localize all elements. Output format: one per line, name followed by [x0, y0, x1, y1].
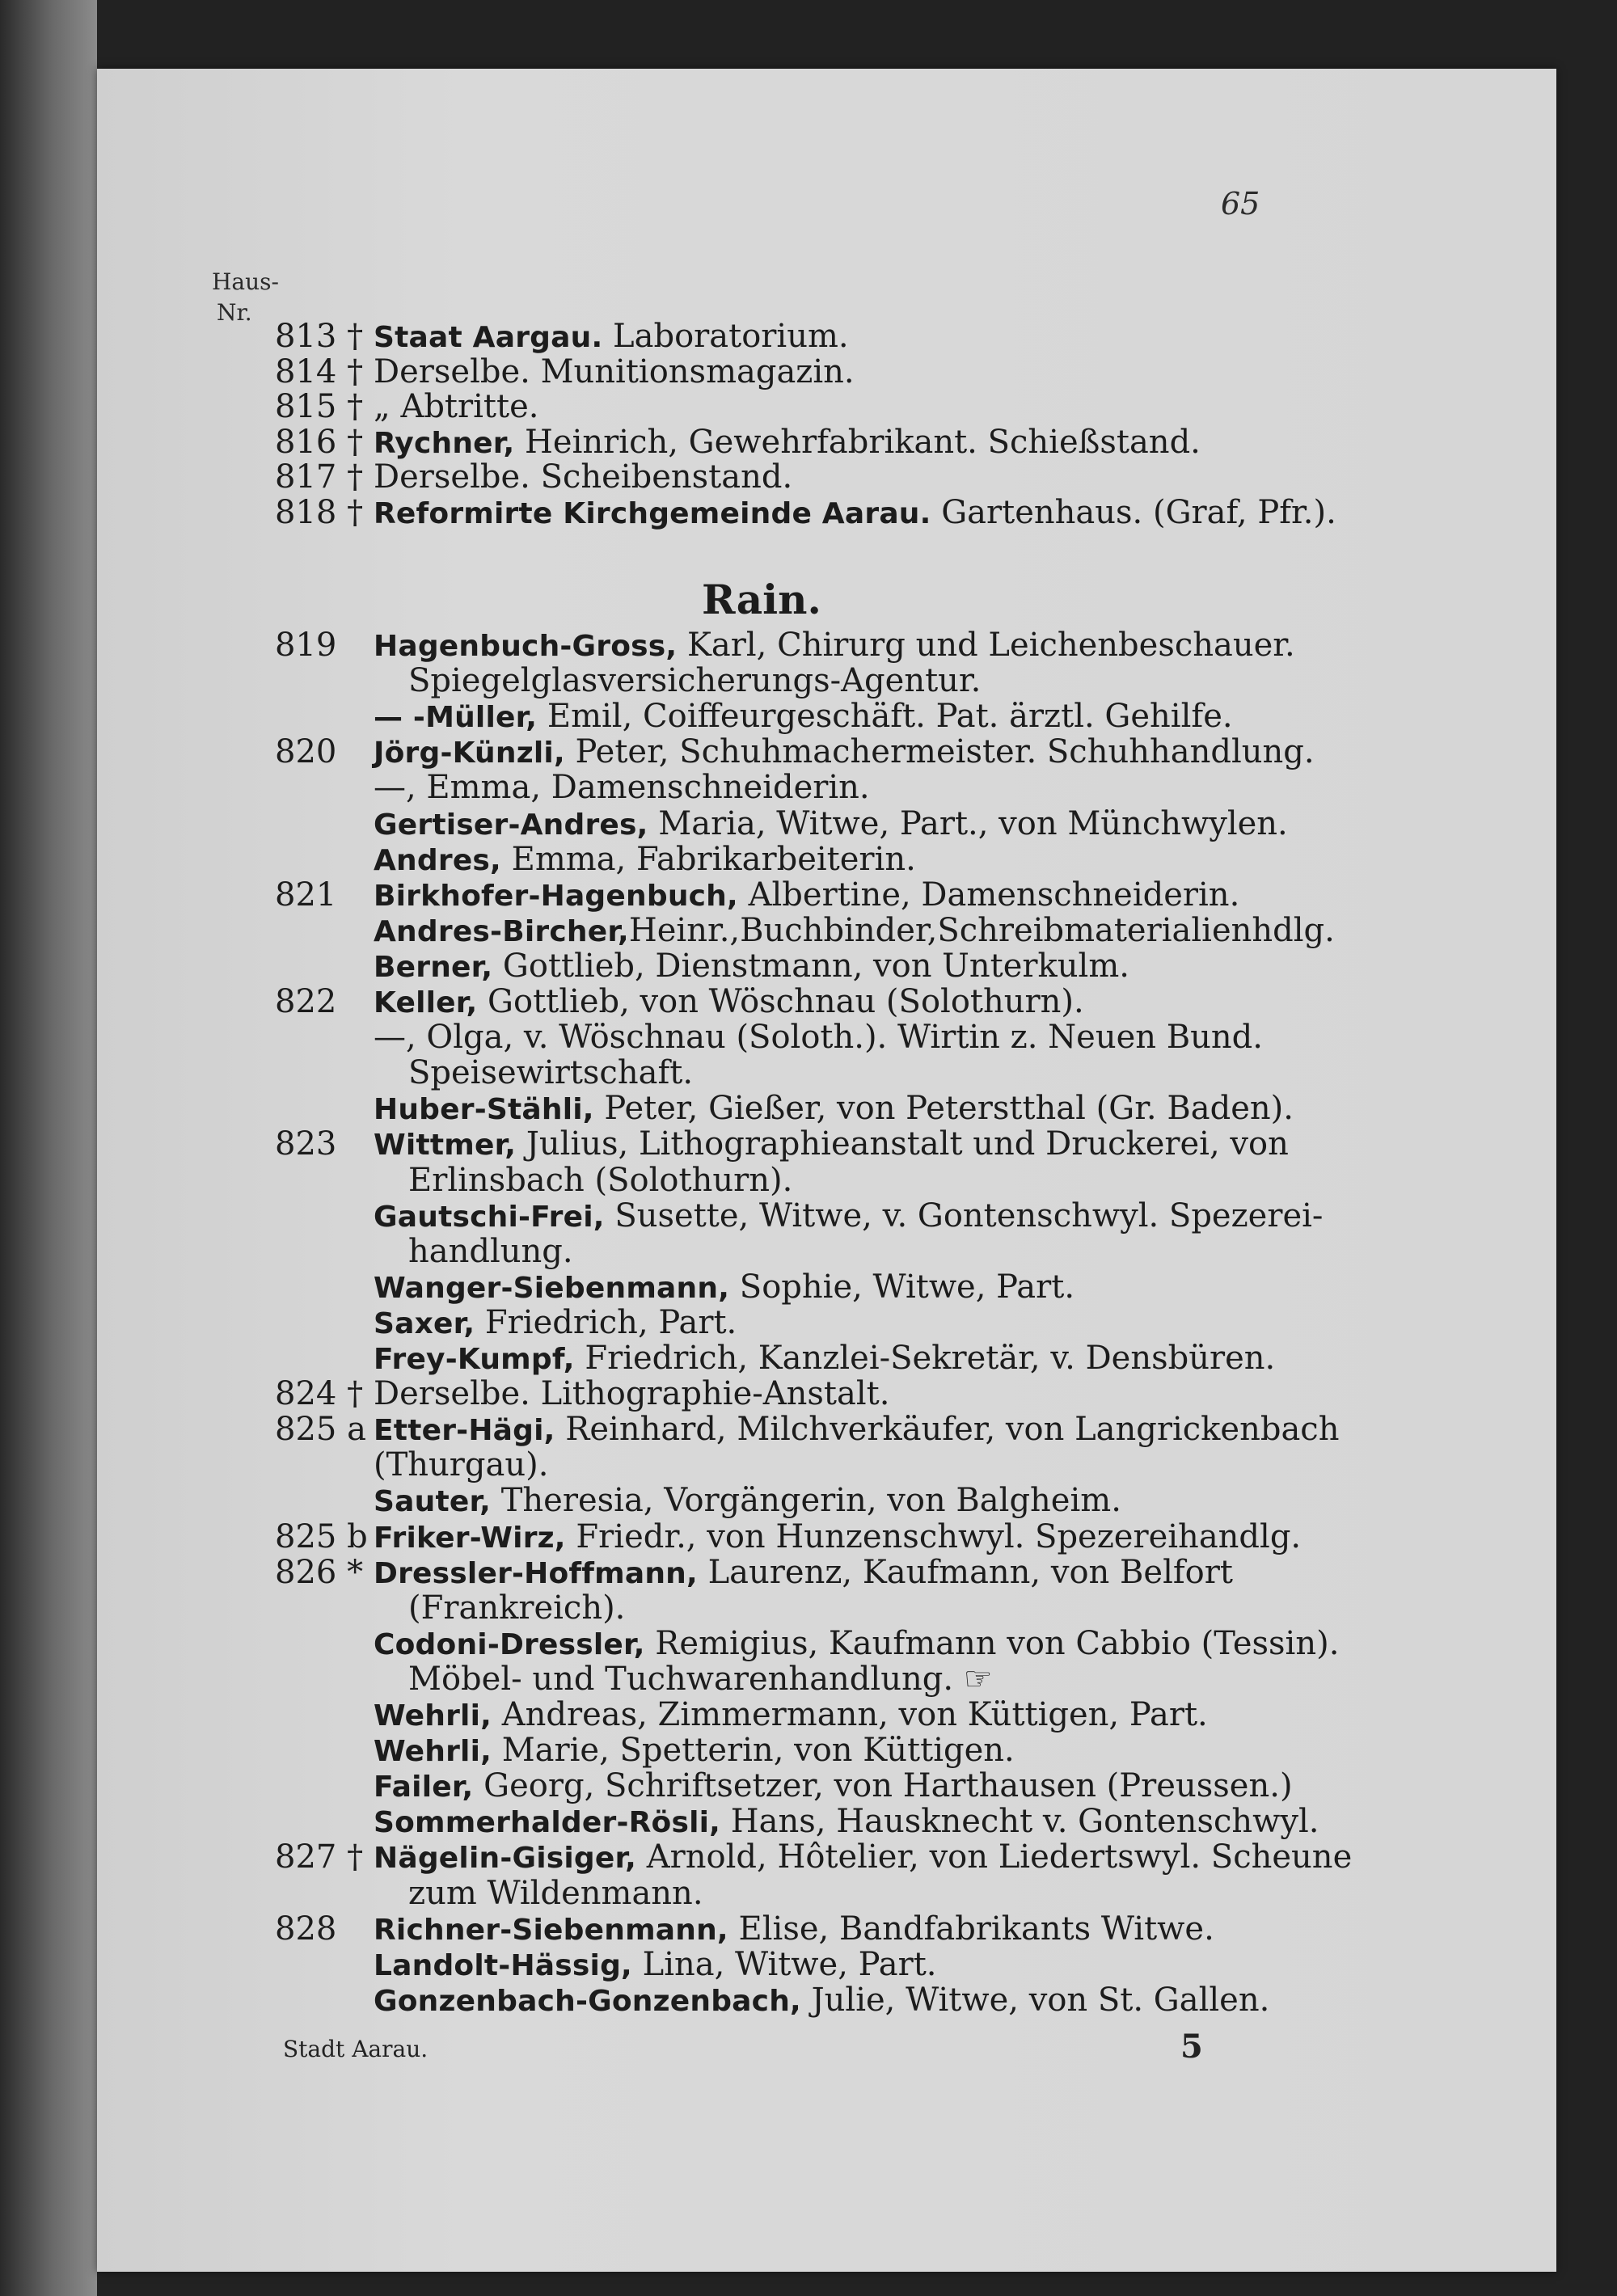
resident-name: Wittmer, [374, 1129, 517, 1163]
entry-body [374, 1733, 1015, 1770]
resident-name: Wanger-Siebenmann, [374, 1271, 730, 1305]
entry-details: —, Emma, Damenschneiderin. [374, 769, 870, 807]
entry-body [374, 1447, 548, 1484]
entry-details: zum Wildenmann. [408, 1874, 703, 1912]
entry-details: Gartenhaus. (Graf, Pfr.). [931, 493, 1336, 531]
house-number: 820 [275, 733, 337, 771]
resident-name: Etter-Hägi, [374, 1414, 555, 1448]
resident-name: Berner, [374, 950, 493, 984]
entry-details: Erlinsbach (Solothurn). [408, 1161, 793, 1199]
house-number: 816 † [275, 423, 364, 461]
entry-body [374, 1947, 937, 1984]
house-number: 814 † [275, 352, 364, 390]
entry-body [374, 354, 855, 391]
column-header-line-2: Nr. [217, 299, 252, 326]
resident-name: Gonzenbach-Gonzenbach, [374, 1984, 801, 2018]
entry-details: Susette, Witwe, v. Gontenschwyl. Spezerei- [604, 1197, 1324, 1235]
page-number: 65 [1221, 186, 1260, 222]
entry-details: Friedrich, Kanzlei-Sekretär, v. Densbüren. [574, 1340, 1276, 1377]
entry-details: Lina, Witwe, Part. [631, 1945, 937, 1983]
house-number: 825 a [275, 1411, 366, 1449]
resident-name: Frey-Kumpf, [374, 1343, 575, 1376]
entry-details: Emma, Fabrikarbeiterin. [500, 840, 916, 878]
entry-body [374, 319, 849, 356]
resident-name: — -Müller, [374, 701, 538, 735]
entry-details: Albertine, Damenschneiderin. [737, 876, 1240, 914]
resident-name: Andres, [374, 843, 501, 877]
entry-details: Karl, Chirurg und Leichenbeschauer. [677, 627, 1295, 664]
house-number: 822 [275, 983, 337, 1020]
entry-body [374, 1126, 1289, 1163]
entry-body [374, 1804, 1319, 1841]
resident-name: Gautschi-Frei, [374, 1200, 605, 1234]
entry-body [374, 699, 1233, 736]
entry-details: Friedrich, Part. [475, 1303, 737, 1341]
entry-details: Laboratorium. [602, 318, 849, 355]
entry-details: (Thurgau). [374, 1446, 549, 1484]
entry-body [408, 1163, 792, 1200]
entry-body [374, 877, 1239, 914]
resident-name: Andres-Bircher, [374, 914, 629, 948]
entry-body [408, 1234, 573, 1271]
footer-right: 5 [1180, 2028, 1203, 2066]
house-number: 818 † [275, 493, 364, 531]
entry-details: Reinhard, Milchverkäufer, von Langrickenbach [555, 1411, 1340, 1449]
entry-body [374, 770, 870, 807]
resident-name: Rychner, [374, 426, 515, 460]
house-number: 825 b [275, 1517, 368, 1555]
entry-details: Emil, Coiffeurgeschäft. Pat. ärztl. Gehilfe. [537, 698, 1233, 736]
house-number: 815 † [275, 388, 364, 425]
resident-name: Jörg-Künzli, [374, 736, 565, 770]
resident-name: Huber-Stähli, [374, 1093, 594, 1127]
entry-details: handlung. [408, 1232, 573, 1270]
entry-details: Arnold, Hôtelier, von Liedertswyl. Scheune [636, 1838, 1353, 1876]
entry-details: Remigius, Kaufmann von Cabbio (Tessin). [644, 1624, 1340, 1662]
resident-name: Hagenbuch-Gross, [374, 630, 678, 663]
entry-details: Laurenz, Kaufmann, von Belfort [697, 1553, 1233, 1591]
resident-name: Friker-Wirz, [374, 1521, 566, 1555]
entry-details: Derselbe. Lithographie-Anstalt. [374, 1375, 890, 1413]
entry-body [374, 1768, 1293, 1805]
entry-details: Julius, Lithographieanstalt und Druckerei, von [516, 1125, 1289, 1163]
resident-name: Codoni-Dressler, [374, 1627, 645, 1661]
entry-details: Speisewirtschaft. [408, 1054, 694, 1092]
resident-name: Failer, [374, 1771, 474, 1804]
entry-details: Heinr.,Buchbinder,Schreibmaterialienhdlg. [628, 911, 1335, 949]
entry-body [374, 389, 538, 426]
entry-body [408, 1055, 693, 1092]
entry-details: Möbel- und Tuchwarenhandlung. ☞ [408, 1660, 993, 1698]
entry-details: (Frankreich). [408, 1589, 626, 1627]
entry-body [408, 1590, 625, 1627]
entry-details: Hans, Hausknecht v. Gontenschwyl. [720, 1803, 1319, 1841]
resident-name: Gertiser-Andres, [374, 808, 648, 842]
house-number: 824 † [275, 1375, 364, 1413]
section-title: Rain. [702, 576, 821, 623]
resident-name: Staat Aargau. [374, 321, 603, 354]
house-number: 817 † [275, 458, 364, 496]
entry-details: Heinrich, Gewehrfabrikant. Schießstand. [514, 423, 1201, 461]
resident-name: Landolt-Hässig, [374, 1948, 632, 1982]
entry-details: Maria, Witwe, Part., von Münchwylen. [648, 804, 1288, 842]
entry-details: Andreas, Zimmermann, von Küttigen, Part. [491, 1696, 1208, 1733]
entry-details: Spiegelglasversicherungs-Agentur. [408, 662, 982, 700]
house-number: 819 [275, 627, 337, 664]
entry-body [408, 663, 981, 700]
house-number: 821 [275, 876, 337, 914]
house-number: 826 * [275, 1553, 364, 1591]
entry-details: Derselbe. Munitionsmagazin. [374, 352, 855, 390]
entry-details: Gottlieb, von Wöschnau (Solothurn). [477, 983, 1084, 1020]
entry-details: Marie, Spetterin, von Küttigen. [491, 1732, 1015, 1770]
scan-shadow [0, 0, 97, 2296]
entry-body [374, 1198, 1323, 1235]
column-header-line-1: Haus- [212, 268, 279, 295]
entry-details: „ Abtritte. [374, 388, 539, 425]
resident-name: Wehrli, [374, 1699, 492, 1733]
entry-body [374, 424, 1201, 462]
column-header [212, 267, 279, 328]
entry-body [374, 495, 1336, 532]
resident-name: Birkhofer-Hagenbuch, [374, 879, 738, 913]
resident-name: Nägelin-Gisiger, [374, 1842, 637, 1876]
entry-body [374, 1483, 1121, 1520]
entry-details: Friedr., von Hunzenschwyl. Spezereihandlg. [565, 1517, 1302, 1555]
entry-body [374, 1697, 1208, 1734]
entry-body [374, 1519, 1301, 1556]
resident-name: Sommerhalder-Rösli, [374, 1806, 721, 1840]
entry-body [374, 948, 1129, 986]
entry-body [408, 1661, 993, 1699]
entry-body [374, 1019, 1263, 1057]
entry-details: Peter, Schuhmachermeister. Schuhhandlung. [564, 733, 1315, 771]
entry-body [374, 1412, 1339, 1449]
entry-details: Derselbe. Scheibenstand. [374, 458, 793, 496]
house-number: 823 [275, 1125, 337, 1163]
resident-name: Wehrli, [374, 1735, 492, 1769]
resident-name: Dressler-Hoffmann, [374, 1556, 698, 1590]
entry-body [374, 1982, 1269, 2020]
entry-body [374, 1376, 889, 1413]
entry-details: Sophie, Witwe, Part. [729, 1268, 1075, 1306]
entry-body [374, 1091, 1294, 1128]
entry-body [374, 984, 1084, 1021]
entry-body [374, 1839, 1352, 1876]
entry-body [374, 459, 792, 496]
entry-body [374, 627, 1295, 665]
entry-body [374, 1911, 1214, 1948]
footer-left: Stadt Aarau. [283, 2036, 429, 2062]
entry-body [374, 1555, 1233, 1592]
entry-body [374, 1269, 1074, 1306]
entry-body [374, 913, 1335, 950]
entry-details: —, Olga, v. Wöschnau (Soloth.). Wirtin z. Neuen Bund. [374, 1019, 1263, 1057]
entry-body [374, 1626, 1339, 1663]
entry-details: Gottlieb, Dienstmann, von Unterkulm. [492, 947, 1129, 985]
entry-body [408, 1876, 703, 1913]
entry-body [374, 734, 1315, 771]
entry-details: Julie, Witwe, von St. Gallen. [800, 1981, 1270, 2019]
entry-body [374, 1305, 737, 1342]
house-number: 827 † [275, 1838, 364, 1876]
house-number: 813 † [275, 318, 364, 355]
house-number: 828 [275, 1910, 337, 1948]
resident-name: Saxer, [374, 1306, 475, 1340]
entry-details: Theresia, Vorgängerin, von Balgheim. [491, 1482, 1121, 1520]
entry-body [374, 806, 1288, 843]
entry-body [374, 1340, 1275, 1378]
resident-name: Reformirte Kirchgemeinde Aarau. [374, 496, 931, 530]
entry-details: Elise, Bandfabrikants Witwe. [728, 1910, 1214, 1948]
resident-name: Richner-Siebenmann, [374, 1913, 728, 1947]
entry-body [374, 842, 916, 879]
entry-details: Peter, Gießer, von Peterstthal (Gr. Baden). [593, 1090, 1294, 1128]
resident-name: Keller, [374, 986, 478, 1019]
entry-details: Georg, Schriftsetzer, von Harthausen (Preussen.) [473, 1767, 1293, 1805]
resident-name: Sauter, [374, 1485, 492, 1519]
